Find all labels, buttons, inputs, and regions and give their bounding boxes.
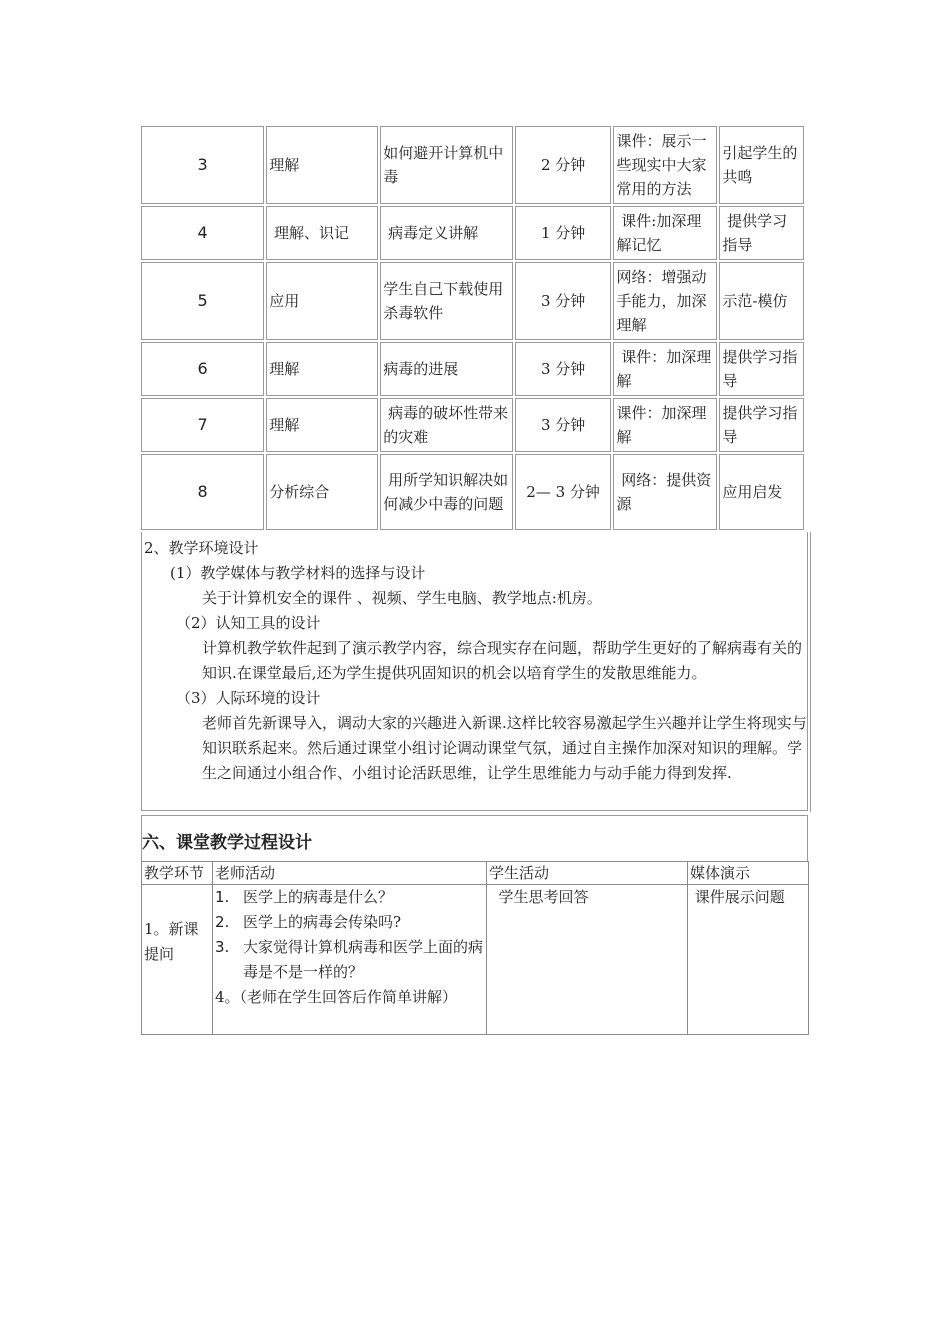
step-type: 理解 xyxy=(266,126,378,204)
step-media: 网络：增强动手能力，加深理解 xyxy=(613,262,717,340)
step-type: 应用 xyxy=(266,262,378,340)
env-title: 2、教学环境设计 xyxy=(144,539,259,557)
question-text: 医学上的病毒是什么？ xyxy=(243,888,394,906)
step-media: 课件：展示一些现实中大家常用的方法 xyxy=(613,126,717,204)
step-method: 示范-模仿 xyxy=(719,262,804,340)
step-time: 2 分钟 xyxy=(515,126,612,204)
step-row xyxy=(141,126,804,204)
header-stage: 教学环节 xyxy=(142,862,213,885)
step-type: 理解、识记 xyxy=(266,206,378,260)
step-num: 3 xyxy=(141,126,264,204)
question-item xyxy=(215,885,484,910)
question-number: 2. xyxy=(215,913,230,931)
process-row xyxy=(142,885,809,1035)
step-content: 用所学知识解决如何减少中毒的问题 xyxy=(380,454,512,530)
env-s2-text: 计算机教学软件起到了演示教学内容，综合现实存在问题，帮助学生更好的了解病毒有关的知识.在课堂最后,还为学生提供巩固知识的机会以培育学生的发散思维能力。 xyxy=(202,639,803,682)
step-num: 8 xyxy=(141,454,264,530)
question-number: 3. xyxy=(215,938,230,956)
step-time: 2— 3 分钟 xyxy=(515,454,612,530)
step-time: 3 分钟 xyxy=(515,262,612,340)
media-cell: 课件展示问题 xyxy=(688,885,809,1035)
step-num: 7 xyxy=(141,398,264,452)
step-time: 3 分钟 xyxy=(515,342,612,396)
step-method: 引起学生的共鸣 xyxy=(719,126,804,204)
step-type: 分析综合 xyxy=(266,454,378,530)
step-content: 如何避开计算机中毒 xyxy=(380,126,512,204)
teacher-note: 4。（老师在学生回答后作简单讲解） xyxy=(215,988,458,1006)
step-time: 3 分钟 xyxy=(515,398,612,452)
step-media: 课件：加深理解 xyxy=(613,342,717,396)
step-row xyxy=(141,398,804,452)
teacher-cell xyxy=(213,885,487,1035)
step-type: 理解 xyxy=(266,398,378,452)
step-method: 提供学习指导 xyxy=(719,398,804,452)
step-method: 提供学习指导 xyxy=(719,342,804,396)
step-type: 理解 xyxy=(266,342,378,396)
step-num: 4 xyxy=(141,206,264,260)
step-method: 应用启发 xyxy=(719,454,804,530)
question-item xyxy=(215,910,484,935)
question-number: 1. xyxy=(215,888,230,906)
env-s3-title: （3）人际环境的设计 xyxy=(176,689,321,707)
question-item xyxy=(215,935,484,985)
step-row xyxy=(141,206,804,260)
section6-title: 六、课堂教学过程设计 xyxy=(141,815,808,861)
step-time: 1 分钟 xyxy=(515,206,612,260)
step-content: 学生自己下载使用杀毒软件 xyxy=(380,262,512,340)
env-s1-text: 关于计算机安全的课件 、视频、学生电脑、教学地点:机房。 xyxy=(202,589,602,607)
student-cell: 学生思考回答 xyxy=(487,885,688,1035)
question-text: 医学上的病毒会传染吗? xyxy=(243,913,402,931)
step-num: 6 xyxy=(141,342,264,396)
step-row xyxy=(141,262,804,340)
step-content: 病毒定义讲解 xyxy=(380,206,512,260)
step-row xyxy=(141,454,804,530)
process-table xyxy=(141,861,809,1035)
env-s3-text: 老师首先新课导入，调动大家的兴趣进入新课.这样比较容易激起学生兴趣并让学生将现实与知识联系起来。然后通过课堂小组讨论调动课堂气氛，通过自主操作加深对知识的理解。学生之间通过小组合作、小组讨论活跃思维，让学生思维能力与动手能力得到发挥. xyxy=(202,714,807,782)
step-row xyxy=(141,342,804,396)
header-media: 媒体演示 xyxy=(688,862,809,885)
process-header-row xyxy=(142,862,809,885)
step-content: 病毒的破坏性带来的灾难 xyxy=(380,398,512,452)
step-media: 课件:加深理解记忆 xyxy=(613,206,717,260)
header-teacher: 老师活动 xyxy=(213,862,487,885)
step-media: 网络：提供资源 xyxy=(613,454,717,530)
question-text: 大家觉得计算机病毒和医学上面的病毒是不是一样的？ xyxy=(243,938,484,981)
teaching-steps-table xyxy=(139,124,806,532)
env-s2-title: （2）认知工具的设计 xyxy=(176,614,321,632)
header-student: 学生活动 xyxy=(487,862,688,885)
step-content: 病毒的进展 xyxy=(380,342,512,396)
step-num: 5 xyxy=(141,262,264,340)
step-media: 课件：加深理解 xyxy=(613,398,717,452)
env-s1-title: (1）教学媒体与教学材料的选择与设计 xyxy=(170,564,426,582)
stage-cell: 1。新课提问 xyxy=(142,885,213,1035)
document-page xyxy=(141,124,808,1035)
question-list xyxy=(215,885,484,985)
step-method: 提供学习指导 xyxy=(719,206,804,260)
environment-design xyxy=(141,532,808,811)
